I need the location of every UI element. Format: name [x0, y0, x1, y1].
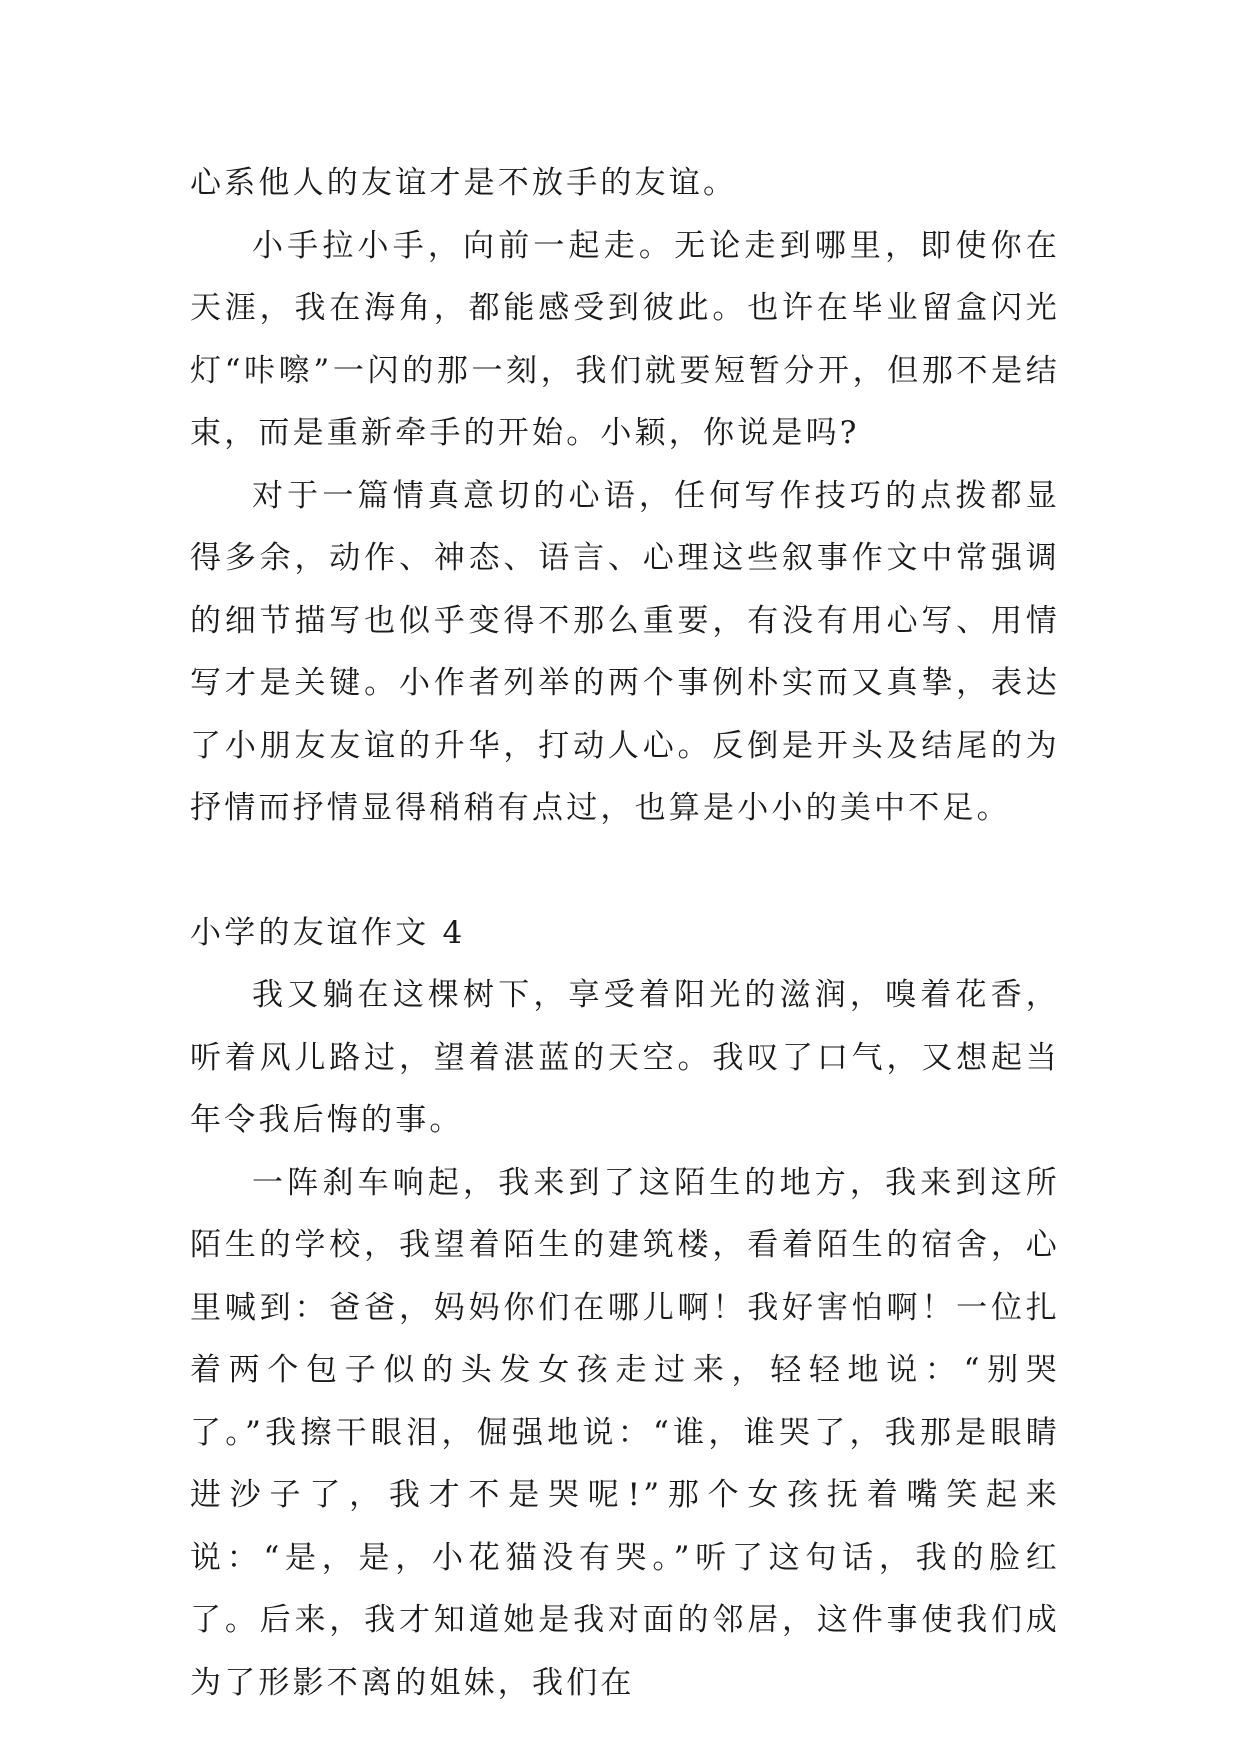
- paragraph-continuation: 心系他人的友谊才是不放手的友谊。: [190, 165, 738, 201]
- paragraph-hand-in-hand: 小手拉小手，向前一起走。无论走到哪里，即使你在天涯，我在海角，都能感受到彼此。也许在毕业留盒闪光灯“咔嚓”一闪的那一刻，我们就要短暂分开，但那不是结束，而是重新牵手的开始。小颖，你说是吗?: [190, 227, 1060, 451]
- document-body: [190, 152, 1060, 1714]
- paragraph-new-school: 一阵刹车响起，我来到了这陌生的地方，我来到这所陌生的学校，我望着陌生的建筑楼，看着陌生的宿舍，心里喊到：爸爸，妈妈你们在哪儿啊！我好害怕啊！一位扎着两个包子似的头发女孩走过来，轻轻地说：“别哭了。”我擦干眼泪，倔强地说：“谁，谁哭了，我那是眼睛进沙子了，我才不是哭呢!”那个女孩抚着嘴笑起来说：“是，是，小花猫没有哭。”听了这句话，我的脸红了。后来，我才知道她是我对面的邻居，这件事使我们成为了形影不离的姐妹，我们在: [190, 1164, 1060, 1701]
- paragraph-under-tree: 我又躺在这棵树下，享受着阳光的滋润，嗅着花香，听着风儿路过，望着湛蓝的天空。我叹了口气，又想起当年令我后悔的事。: [190, 977, 1060, 1138]
- paragraph-commentary: 对于一篇情真意切的心语，任何写作技巧的点拨都显得多余，动作、神态、语言、心理这些叙事作文中常强调的细节描写也似乎变得不那么重要，有没有用心写、用情写才是关键。小作者列举的两个事例朴实而又真挚，表达了小朋友友谊的升华，打动人心。反倒是开头及结尾的为抒情而抒情显得稍稍有点过，也算是小小的美中不足。: [190, 477, 1060, 826]
- section-heading: 小学的友谊作文 4: [190, 914, 466, 951]
